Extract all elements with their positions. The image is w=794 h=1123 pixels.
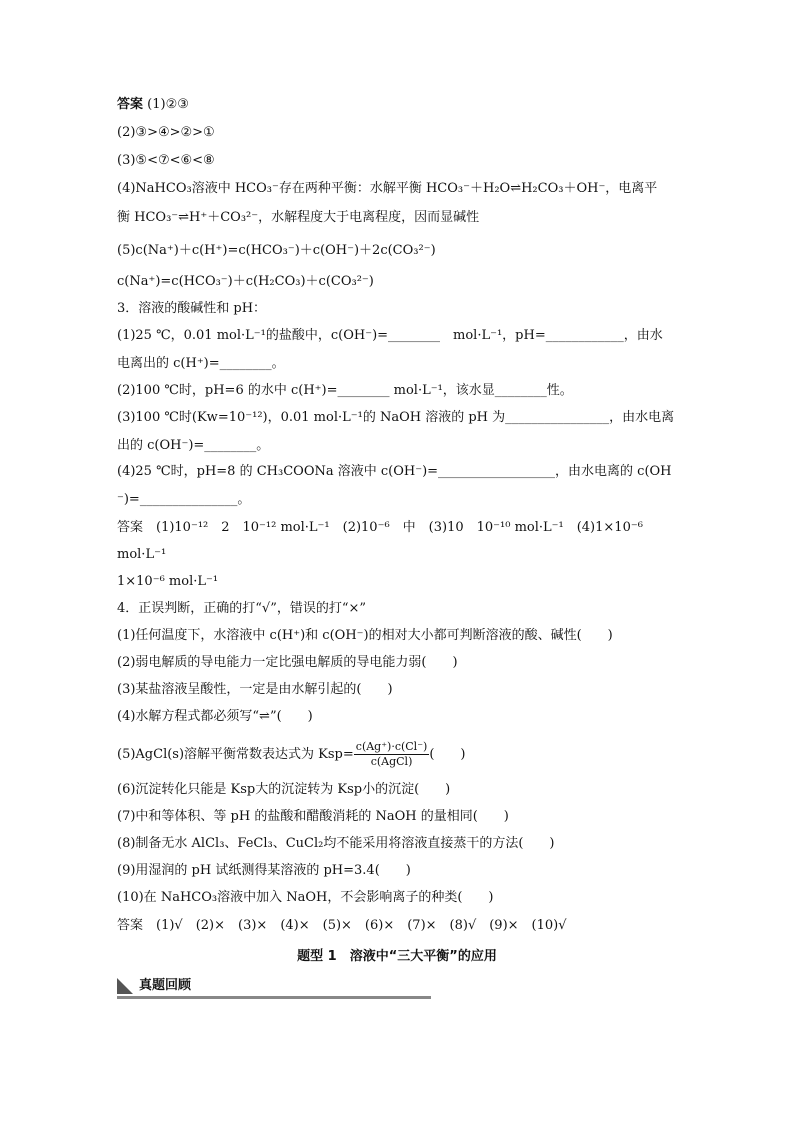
question-4-item-10: (10)在 NaHCO₃溶液中加入 NaOH，不会影响离子的种类( ) [117, 890, 494, 905]
answer-1-line-2: (2)③>④>②>① [117, 125, 215, 140]
question-4-item-7: (7)中和等体积、等 pH 的盐酸和醋酸消耗的 NaOH 的量相同( ) [117, 809, 509, 824]
question-3-part-1b: 电离出的 c(H⁺)=________。 [117, 356, 285, 371]
question-3-part-2: (2)100 ℃时，pH=6 的水中 c(H⁺)=________ mol·L⁻¹，该水显________性。 [117, 383, 573, 398]
answer-1-line-5: (5)c(Na⁺)＋c(H⁺)=c(HCO₃⁻)＋c(OH⁻)＋2c(CO₃²⁻) [117, 243, 436, 258]
ksp-numerator: c(Ag⁺)·c(Cl⁻) [355, 740, 428, 753]
question-3-part-4b: ⁻)=_______________。 [117, 492, 251, 507]
topic-heading: 题型 1 溶液中“三大平衡”的应用 [297, 949, 497, 964]
question-3-part-3b: 出的 c(OH⁻)=________。 [117, 438, 270, 453]
question-3-part-4a: (4)25 ℃时，pH=8 的 CH₃COONa 溶液中 c(OH⁻)=__________________，由水电离的 c(OH [117, 464, 672, 479]
answer-1-line-6: c(Na⁺)=c(HCO₃⁻)＋c(H₂CO₃)＋c(CO₃²⁻) [117, 274, 374, 289]
answer-1-part-1: (1)②③ [147, 97, 189, 112]
answer-3-line-3: 1×10⁻⁶ mol·L⁻¹ [117, 574, 219, 589]
question-4-item-8: (8)制备无水 AlCl₃、FeCl₃、CuCl₂均不能采用将溶液直接蒸干的方法( ) [117, 836, 555, 851]
section-header-label: 真题回顾 [139, 978, 192, 993]
section-underline [117, 996, 431, 999]
answer-1-line-1 [117, 97, 189, 113]
question-3-title: 3．溶液的酸碱性和 pH： [117, 301, 267, 316]
answer-3-line-1: 答案 (1)10⁻¹² 2 10⁻¹² mol·L⁻¹ (2)10⁻⁶ 中 (3)10 10⁻¹⁰ mol·L⁻¹ (4)1×10⁻⁶ [117, 520, 643, 535]
question-4-item-6: (6)沉淀转化只能是 Ksp大的沉淀转为 Ksp小的沉淀( ) [117, 782, 451, 797]
item-5-bracket: ( ) [429, 747, 466, 762]
question-4-item-5 [117, 740, 465, 770]
ksp-denominator: c(AgCl) [370, 755, 413, 768]
question-3-part-3a: (3)100 ℃时(Kw=10⁻¹²)，0.01 mol·L⁻¹的 NaOH 溶液的 pH 为________________，由水电离 [117, 410, 675, 425]
answer-3-line-2: mol·L⁻¹ [117, 547, 167, 562]
question-4-title: 4．正误判断，正确的打“√”，错误的打“×” [117, 601, 367, 616]
ksp-fraction [354, 740, 430, 769]
answer-1-line-4b: 衡 HCO₃⁻⇌H⁺＋CO₃²⁻，水解程度大于电离程度，因而显碱性 [117, 210, 480, 225]
question-4-item-1: (1)任何温度下，水溶液中 c(H⁺)和 c(OH⁻)的相对大小都可判断溶液的酸、碱性( ) [117, 628, 613, 643]
section-header-bar [117, 978, 431, 998]
item-5-prefix: (5)AgCl(s)溶解平衡常数表达式为 Ksp= [117, 747, 354, 762]
question-4-item-4: (4)水解方程式都必须写“⇌”( ) [117, 709, 313, 724]
question-4-item-2: (2)弱电解质的导电能力一定比强电解质的导电能力弱( ) [117, 655, 458, 670]
answer-label: 答案 [117, 97, 144, 112]
answer-1-line-3: (3)⑤<⑦<⑥<⑧ [117, 153, 215, 168]
answer-1-line-4a: (4)NaHCO₃溶液中 HCO₃⁻存在两种平衡：水解平衡 HCO₃⁻＋H₂O⇌H₂CO₃＋OH⁻，电离平 [117, 181, 658, 196]
corner-triangle-icon [117, 978, 133, 994]
answer-4-line-1: 答案 (1)√ (2)× (3)× (4)× (5)× (6)× (7)× (8)√ (9)× (10)√ [117, 918, 567, 933]
question-3-part-1a: (1)25 ℃，0.01 mol·L⁻¹的盐酸中，c(OH⁻)=________ mol·L⁻¹，pH=____________，由水 [117, 328, 663, 343]
question-4-item-9: (9)用湿润的 pH 试纸测得某溶液的 pH=3.4( ) [117, 863, 411, 878]
question-4-item-3: (3)某盐溶液呈酸性，一定是由水解引起的( ) [117, 682, 393, 697]
